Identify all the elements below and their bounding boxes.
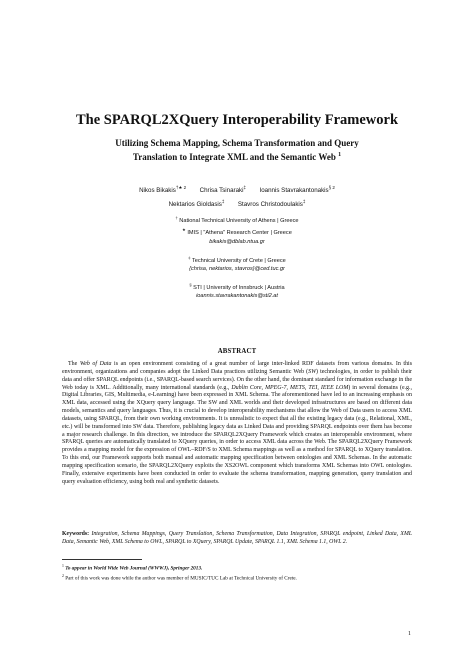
affiliation-tuc <box>60 254 414 274</box>
abstract-body <box>62 361 412 487</box>
subtitle-line-1: Utilizing Schema Mapping, Schema Transformation and Query <box>115 138 359 148</box>
affiliation-text: IMIS | "Athena" Research Center | Greece <box>187 230 292 237</box>
author-affil-mark: †★ 2 <box>175 185 187 190</box>
affiliation-line <box>60 281 414 292</box>
footnote-divider <box>62 559 142 560</box>
affiliation-email: ioannis.stavrakantonakis@sti2.at <box>196 293 278 299</box>
affiliation-list <box>60 214 414 308</box>
affiliation-email: bikakis@dblab.ntua.gr <box>209 238 265 245</box>
affiliation-mark: § <box>189 281 192 287</box>
subtitle-line-2-text: Translation to Integrate XML and the Semantic Web <box>132 152 336 162</box>
author-line-1 <box>60 182 414 196</box>
author-name: Stavros Christodoulakis <box>237 201 303 209</box>
footnotes <box>62 563 412 582</box>
affiliation-sti <box>60 281 414 301</box>
abstract-text-run: ) in several domains (e.g., Digital Libraries, GIS, Multimedia, e-Learning) have been expressed in XML Schema. The aforementioned have led to an increasing emphasis on XML data, accessed using the XQuery query language. The SW and XML worlds and their developed infrastructures are based on different data models, semantics and query languages. Thus, it is crucial to develop interoperability mechanisms that allow the Web of Data users to access XML datasets, using SPARQL, from their own working environments. It is unrealistic to expect that all the existing legacy data (e.g., Relational, XML, etc.) will be transformed into SW data. Therefore, publishing legacy data as Linked Data and providing SPARQL endpoints over them has become a major research challenge. In this direction, we introduce the SPARQL2XQuery Framework which creates an interoperable environment, where SPARQL queries are automatically translated to XQuery queries, in order to access XML data across the Web. The SPARQL2XQuery Framework provides a mapping model for the expression of OWL–RDF/S to XML Schema mappings as well as a method for SPARQL to XQuery translation. To this end, our Framework supports both manual and automatic mapping specification between ontologies and XML Schemas. In the automatic mapping specification scenario, the SPARQL2XQuery exploits the XS2OWL component which transforms XML Schemas into OWL ontologies. Finally, extensive experiments have been conducted in order to evaluate the schema transformation, mapping generation, query translation and query evaluation efficiency, using both real and synthetic datasets. <box>62 384 412 485</box>
author-name: Nikos Bikakis <box>139 187 176 195</box>
abstract-emphasis: Dublin Core, MPEG-7, METS, TEI, IEEE LOM <box>231 384 349 391</box>
footnote-2 <box>62 573 412 583</box>
affiliation-line <box>60 226 414 237</box>
footnote-mark: 2 <box>62 573 64 578</box>
keywords-list: Integration, Schema Mappings, Query Translation, Schema Transformation, Data Integration, SPARQL endpoint, Linked Data, XML Data, Semantic Web, XML Schema to OWL, SPARQL to XQuery, SPARQL Update, SPARQL 1.1, XML Schema 1.1, OWL 2. <box>62 531 413 545</box>
author-name: Ioannis Stavrakantonakis <box>259 187 329 195</box>
affiliation-text: National Technical University of Athens | Greece <box>179 217 299 224</box>
affiliation-ntua <box>60 214 414 225</box>
subtitle-footnote-mark: 1 <box>338 152 342 158</box>
keywords-label: Keywords: <box>62 531 90 537</box>
affiliation-line <box>60 254 414 265</box>
abstract-heading: ABSTRACT <box>217 348 257 355</box>
page-number: 1 <box>408 631 411 637</box>
author-affil-mark: § 2 <box>328 185 335 190</box>
author-list <box>60 182 414 210</box>
footnote-text: Part of this work was done while the author was member of MUSIC/TUC Lab at Technical University of Crete. <box>65 575 297 582</box>
author-name: Nektarios Gioldasis <box>168 201 222 209</box>
subtitle-line-2 <box>60 149 414 163</box>
footnote-mark: 1 <box>62 564 64 568</box>
affiliation-text: STI | University of Innsbruck | Austria <box>193 284 285 291</box>
footnote-1 <box>62 563 412 573</box>
author-affil-mark: ‡ <box>302 199 306 205</box>
author-affil-mark: ‡ <box>243 185 247 190</box>
affiliation-mark: ★ <box>182 227 186 233</box>
abstract-text-run: is an open environment consisting of a great number of large inter-linked RDF datasets from various domains. In this environment, organizations and companies adopt the Linked Data practices utilizing Semantic Web ( <box>62 361 413 375</box>
paper-subtitle <box>60 137 414 163</box>
paper-title: The SPARQL2XQuery Interoperability Framework <box>75 112 399 128</box>
abstract-emphasis: Web of Data <box>79 361 112 367</box>
affiliation-email: {chrisa, nektarios, stavros}@ced.tuc.gr <box>189 265 285 272</box>
abstract-text-run: The <box>68 361 78 367</box>
keywords <box>62 531 412 546</box>
abstract-emphasis: SW <box>308 368 317 375</box>
affiliation-line <box>60 214 414 225</box>
abstract-text-run: ) technologies, in order to publish their data and offer SPARQL endpoints (i.e., SPARQL-based search services). On the other hand, the dominant standard for information exchange in the Web today is XML. Additionally, many international standards (e.g., <box>62 368 412 391</box>
affiliation-mark: † <box>175 215 178 220</box>
footnote-text: To appear in World Wide Web Journal (WWWJ), Springer 2013. <box>65 565 203 572</box>
affiliation-mark: ‡ <box>188 254 191 260</box>
affiliation-imis <box>60 226 414 246</box>
affiliation-text: Technical University of Crete | Greece <box>191 257 286 264</box>
author-line-2 <box>60 196 414 210</box>
author-affil-mark: ‡ <box>221 199 225 205</box>
author-name: Chrisa Tsinaraki <box>199 187 244 195</box>
